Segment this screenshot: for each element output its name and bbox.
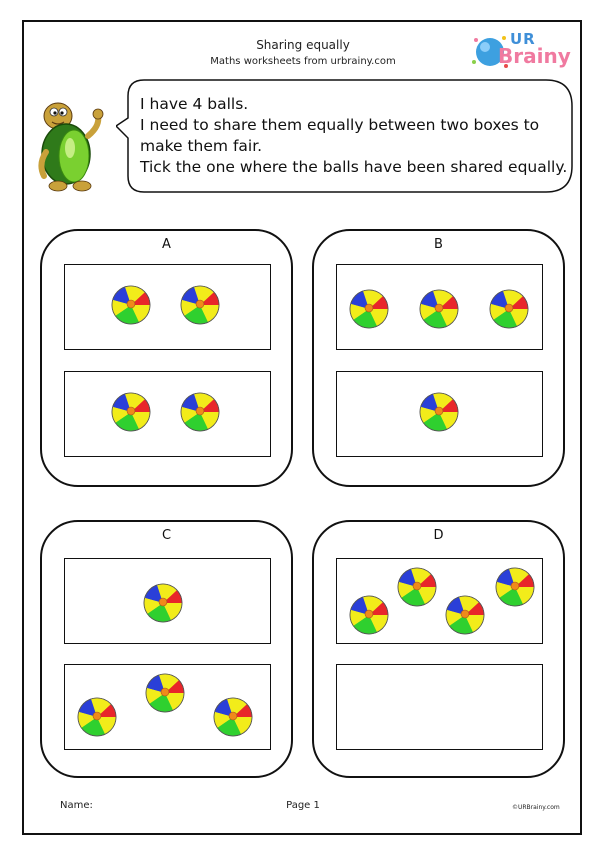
bottom-box bbox=[336, 371, 543, 457]
bottom-box bbox=[336, 664, 543, 750]
worksheet-title: Sharing equally bbox=[256, 38, 350, 52]
top-box bbox=[64, 264, 271, 350]
logo-text-ur: UR bbox=[510, 30, 536, 48]
bottom-box bbox=[64, 664, 271, 750]
turtle-mascot-icon bbox=[36, 92, 116, 196]
top-box bbox=[336, 558, 543, 644]
urbrainy-logo bbox=[470, 30, 570, 74]
beach-ball-icon bbox=[111, 285, 151, 325]
beach-ball-icon bbox=[180, 285, 220, 325]
beach-ball-icon bbox=[145, 673, 185, 713]
copyright-text: ©URBrainy.com bbox=[512, 804, 560, 811]
option-panel-b[interactable] bbox=[312, 229, 565, 487]
beach-ball-icon bbox=[180, 392, 220, 432]
beach-ball-icon bbox=[143, 583, 183, 623]
option-panel-a[interactable] bbox=[40, 229, 293, 487]
panel-label: A bbox=[162, 237, 171, 252]
beach-ball-icon bbox=[419, 392, 459, 432]
option-panel-c[interactable] bbox=[40, 520, 293, 778]
page-number: Page 1 bbox=[286, 800, 320, 811]
option-panel-d[interactable] bbox=[312, 520, 565, 778]
beach-ball-icon bbox=[419, 289, 459, 329]
beach-ball-icon bbox=[213, 697, 253, 737]
top-box bbox=[64, 558, 271, 644]
bottom-box bbox=[64, 371, 271, 457]
beach-ball-icon bbox=[111, 392, 151, 432]
panel-label: D bbox=[433, 528, 444, 543]
top-box bbox=[336, 264, 543, 350]
beach-ball-icon bbox=[489, 289, 529, 329]
speech-text bbox=[140, 94, 568, 178]
beach-ball-icon bbox=[349, 595, 389, 635]
speech-line: I need to share them equally between two boxes to bbox=[140, 116, 540, 134]
panel-label: C bbox=[161, 528, 172, 543]
beach-ball-icon bbox=[77, 697, 117, 737]
beach-ball-icon bbox=[349, 289, 389, 329]
beach-ball-icon bbox=[495, 567, 535, 607]
worksheet-subtitle: Maths worksheets from urbrainy.com bbox=[210, 56, 396, 67]
beach-ball-icon bbox=[397, 567, 437, 607]
name-label: Name: bbox=[60, 800, 93, 811]
beach-ball-icon bbox=[445, 595, 485, 635]
speech-line: Tick the one where the balls have been shared equally. bbox=[140, 158, 568, 176]
logo-text-brainy: Brainy bbox=[498, 44, 571, 68]
speech-line: I have 4 balls. bbox=[140, 95, 249, 113]
speech-line: make them fair. bbox=[140, 137, 263, 155]
panel-label: B bbox=[434, 237, 443, 252]
